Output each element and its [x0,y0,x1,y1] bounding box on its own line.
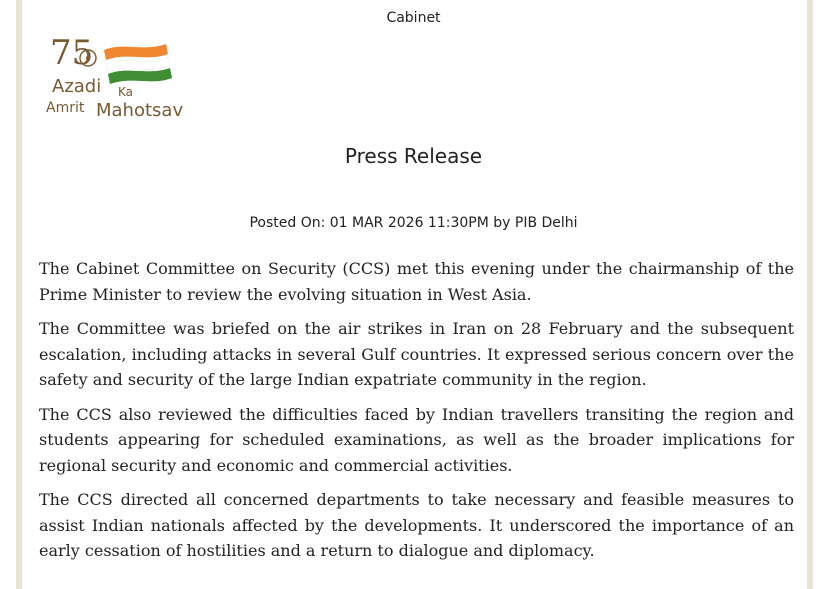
logo-azadi: Azadi [52,76,102,97]
left-border [16,0,22,589]
logo-amrit: Amrit [46,100,85,116]
azadi-ka-amrit-mahotsav-logo [44,30,204,122]
press-release-title: Press Release [344,144,483,168]
paragraph-2: The Committee was briefed on the air strikes in Iran on 28 February and the subsequent escalation, including attacks in several Gulf countries. It expressed serious concern over the safety and security of the large Indian expatriate community in the region. [39,319,794,389]
logo-75: 75 [50,33,94,73]
paragraph-3: The CCS also reviewed the difficulties faced by Indian travellers transiting the region and students appearing for scheduled examinations, as well as the broader implications for regional security and economic and commercial activities. [39,404,794,475]
logo-ka: Ka [118,85,134,99]
logo-mahotsav: Mahotsav [96,100,184,121]
ministry-name: Cabinet [386,10,441,26]
paragraph-1: The Cabinet Committee on Security (CCS) met this evening under the chairmanship of the Prime Minister to review the evolving situation in West Asia. [39,259,794,304]
posted-on-line: Posted On: 01 MAR 2026 11:30PM by PIB Delhi [249,215,578,231]
right-border [807,0,813,589]
release-body [39,256,794,573]
paragraph-4: The CCS directed all concerned departments to take necessary and feasible measures to assist Indian nationals affected by the developments. It underscored the importance of an early cessation of hostilities and a return to dialogue and diplomacy. [39,490,794,560]
